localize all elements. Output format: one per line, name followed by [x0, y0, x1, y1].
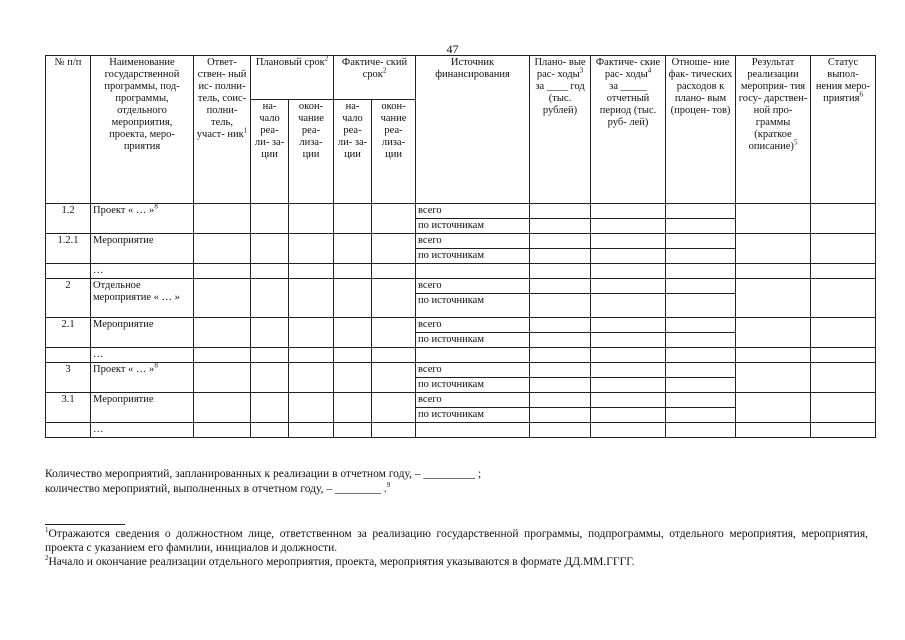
cell-empty	[591, 318, 666, 333]
cell-empty	[811, 348, 876, 363]
row-number: 2.1	[46, 318, 91, 348]
header-actual-term	[334, 56, 416, 100]
cell-empty	[194, 318, 251, 348]
cell-empty	[530, 204, 591, 219]
footnote-1-text: Отражаются сведения о должностном лице, ответственном за реализацию государственной программы, подпрограммы, отдельного мероприятия, мероприятия, проекта с указанием его фамилии, инициалов и должности.	[45, 528, 868, 554]
header-fact-exp-period: за _____ отчетный период (тыс. руб- лей)	[599, 81, 657, 128]
header-actual-end: окон- чание реа- лиза- ции	[372, 100, 416, 204]
cell-empty	[591, 264, 666, 279]
cell-empty	[591, 363, 666, 378]
header-planned-expenses	[530, 56, 591, 204]
row-number: 1.2	[46, 204, 91, 234]
row-name: Мероприятие	[91, 234, 194, 264]
cell-empty	[736, 204, 811, 234]
footnote-mark: 1	[45, 526, 49, 535]
footnote-ref: 5	[793, 138, 798, 147]
cell-empty	[334, 279, 372, 318]
cell-empty	[372, 363, 416, 393]
cell-empty	[289, 363, 334, 393]
footnote-ref: 3	[579, 66, 584, 75]
row-name: …	[91, 264, 194, 279]
row-number: 3.1	[46, 393, 91, 423]
footnote-ref: 6	[859, 90, 863, 99]
cell-empty	[289, 279, 334, 318]
cell-empty	[811, 264, 876, 279]
cell-empty	[372, 393, 416, 423]
cell-empty	[251, 363, 289, 393]
source-by-sources: по источникам	[416, 333, 530, 348]
row-name: Отдельное мероприятие « … »	[91, 279, 194, 318]
footnote-mark: 2	[45, 554, 49, 563]
cell-empty	[811, 204, 876, 234]
header-num: № п/п	[46, 56, 91, 204]
cell-empty	[251, 423, 289, 438]
cell-empty	[46, 348, 91, 363]
source-total: всего	[416, 279, 530, 294]
footnote-ref: 8	[154, 203, 158, 211]
footnote-2-text: Начало и окончание реализации отдельного мероприятия, проекта, мероприятия указываются в формате ДД.ММ.ГГГГ.	[48, 556, 635, 568]
header-status-text: Статус выпол- нения меро- приятия	[815, 57, 871, 104]
header-result-text: Результат реализации мероприя- тия госу- дарствен- ной про- граммы (краткое описание)	[738, 57, 808, 152]
cell-empty	[666, 423, 736, 438]
cell-empty	[811, 393, 876, 423]
cell-empty	[666, 204, 736, 219]
cell-empty	[666, 378, 736, 393]
cell-empty	[289, 264, 334, 279]
footnote-2	[45, 555, 868, 569]
cell-empty	[194, 423, 251, 438]
row-name	[91, 204, 194, 234]
header-responsible	[194, 56, 251, 204]
cell-empty	[666, 363, 736, 378]
cell-empty	[416, 348, 530, 363]
cell-empty	[530, 234, 591, 249]
cell-empty	[591, 393, 666, 408]
header-ratio: Отноше- ние фак- тических расходов к плано- вым (процен- тов)	[666, 56, 736, 204]
cell-empty	[591, 234, 666, 249]
completed-count-text: количество мероприятий, выполненных в отчетном году, – ________ .	[45, 483, 387, 495]
cell-empty	[666, 249, 736, 264]
cell-empty	[591, 378, 666, 393]
cell-empty	[666, 393, 736, 408]
row-number: 2	[46, 279, 91, 318]
cell-empty	[530, 423, 591, 438]
cell-empty	[666, 219, 736, 234]
cell-empty	[289, 318, 334, 348]
cell-empty	[251, 348, 289, 363]
cell-empty	[591, 279, 666, 294]
cell-empty	[194, 363, 251, 393]
cell-empty	[194, 348, 251, 363]
cell-empty	[334, 204, 372, 234]
cell-empty	[811, 279, 876, 318]
cell-empty	[530, 363, 591, 378]
header-fact-exp-text: Фактиче- ские рас- ходы	[595, 57, 661, 80]
cell-empty	[372, 318, 416, 348]
source-total: всего	[416, 234, 530, 249]
header-actual-expenses	[591, 56, 666, 204]
cell-empty	[372, 423, 416, 438]
cell-empty	[591, 333, 666, 348]
cell-empty	[194, 393, 251, 423]
header-planned-term	[251, 56, 334, 100]
cell-empty	[194, 204, 251, 234]
cell-empty	[530, 378, 591, 393]
cell-empty	[591, 294, 666, 318]
header-name: Наименование государственной программы, под- программы, отдельного мероприятия, проекта, меро- приятия	[91, 56, 194, 204]
cell-empty	[372, 348, 416, 363]
header-actual-text: Фактиче- ский срок	[341, 57, 408, 80]
cell-empty	[194, 264, 251, 279]
source-by-sources: по источникам	[416, 378, 530, 393]
row-name: Мероприятие	[91, 393, 194, 423]
row-number: 3	[46, 363, 91, 393]
cell-empty	[251, 264, 289, 279]
header-status	[811, 56, 876, 204]
cell-empty	[736, 318, 811, 348]
page-number: 47	[446, 42, 459, 56]
cell-empty	[251, 279, 289, 318]
cell-empty	[530, 318, 591, 333]
row-number: 1.2.1	[46, 234, 91, 264]
footnote-1	[45, 527, 868, 555]
cell-empty	[811, 234, 876, 264]
cell-empty	[416, 423, 530, 438]
completed-count-line	[45, 482, 481, 497]
cell-empty	[251, 318, 289, 348]
cell-empty	[46, 264, 91, 279]
cell-empty	[530, 408, 591, 423]
cell-empty	[666, 279, 736, 294]
row-name-text: Проект « … »	[93, 205, 155, 216]
header-planned-start: на- чало реа- ли- за- ции	[251, 100, 289, 204]
header-plan-exp-period: за ____ год (тыс. рублей)	[535, 81, 585, 116]
cell-empty	[334, 423, 372, 438]
cell-empty	[289, 423, 334, 438]
cell-empty	[736, 264, 811, 279]
cell-empty	[811, 363, 876, 393]
cell-empty	[530, 279, 591, 294]
cell-empty	[530, 294, 591, 318]
cell-empty	[372, 204, 416, 234]
cell-empty	[251, 204, 289, 234]
cell-empty	[530, 348, 591, 363]
cell-empty	[736, 363, 811, 393]
source-total: всего	[416, 318, 530, 333]
planned-count-line: Количество мероприятий, запланированных к реализации в отчетном году, – _________ ;	[45, 468, 482, 480]
cell-empty	[811, 318, 876, 348]
source-by-sources: по источникам	[416, 294, 530, 318]
header-actual-start: на- чало реа- ли- за- ции	[334, 100, 372, 204]
source-by-sources: по источникам	[416, 219, 530, 234]
cell-empty	[334, 264, 372, 279]
source-by-sources: по источникам	[416, 249, 530, 264]
footnotes-block	[45, 524, 868, 569]
cell-empty	[372, 234, 416, 264]
cell-empty	[530, 219, 591, 234]
cell-empty	[334, 348, 372, 363]
cell-empty	[334, 393, 372, 423]
row-name: …	[91, 423, 194, 438]
row-name-text: Проект « … »	[93, 364, 155, 375]
cell-empty	[666, 264, 736, 279]
cell-empty	[334, 363, 372, 393]
footnote-ref: 4	[647, 66, 652, 75]
footnote-ref: 9	[386, 481, 391, 490]
cell-empty	[46, 423, 91, 438]
cell-empty	[736, 348, 811, 363]
cell-empty	[372, 279, 416, 318]
cell-empty	[334, 318, 372, 348]
cell-empty	[530, 249, 591, 264]
footnote-ref: 1	[243, 126, 248, 135]
row-name	[91, 363, 194, 393]
report-table	[45, 55, 876, 438]
cell-empty	[194, 279, 251, 318]
header-result	[736, 56, 811, 204]
cell-empty	[666, 234, 736, 249]
source-total: всего	[416, 393, 530, 408]
cell-empty	[530, 264, 591, 279]
footnote-ref: 2	[324, 55, 329, 63]
footnote-divider	[45, 524, 125, 525]
cell-empty	[666, 294, 736, 318]
cell-empty	[289, 348, 334, 363]
cell-empty	[591, 408, 666, 423]
cell-empty	[666, 408, 736, 423]
header-source: Источник финансирования	[416, 56, 530, 204]
header-responsible-text: Ответ- ствен- ный ис- полни- тель, соис- полни- тель, участ- ник	[196, 57, 247, 140]
header-plan-exp-text: Плано- вые рас- ходы	[534, 57, 586, 80]
cell-empty	[736, 279, 811, 318]
cell-empty	[416, 264, 530, 279]
cell-empty	[591, 204, 666, 219]
source-total: всего	[416, 204, 530, 219]
cell-empty	[591, 249, 666, 264]
cell-empty	[530, 333, 591, 348]
cell-empty	[736, 234, 811, 264]
header-planned-end: окон- чание реа- лиза- ции	[289, 100, 334, 204]
cell-empty	[811, 423, 876, 438]
cell-empty	[591, 423, 666, 438]
cell-empty	[372, 264, 416, 279]
footnote-ref: 2	[382, 66, 387, 75]
cell-empty	[334, 234, 372, 264]
source-by-sources: по источникам	[416, 408, 530, 423]
cell-empty	[251, 393, 289, 423]
cell-empty	[530, 393, 591, 408]
header-planned-text: Плановый срок	[255, 57, 325, 68]
cell-empty	[194, 234, 251, 264]
cell-empty	[666, 348, 736, 363]
source-total: всего	[416, 363, 530, 378]
footnote-ref: 8	[154, 362, 158, 370]
notes-block	[45, 467, 481, 497]
cell-empty	[666, 318, 736, 333]
cell-empty	[289, 204, 334, 234]
cell-empty	[736, 423, 811, 438]
cell-empty	[251, 234, 289, 264]
cell-empty	[736, 393, 811, 423]
row-name: Мероприятие	[91, 318, 194, 348]
row-name: …	[91, 348, 194, 363]
cell-empty	[591, 348, 666, 363]
cell-empty	[666, 333, 736, 348]
cell-empty	[289, 393, 334, 423]
cell-empty	[289, 234, 334, 264]
cell-empty	[591, 219, 666, 234]
